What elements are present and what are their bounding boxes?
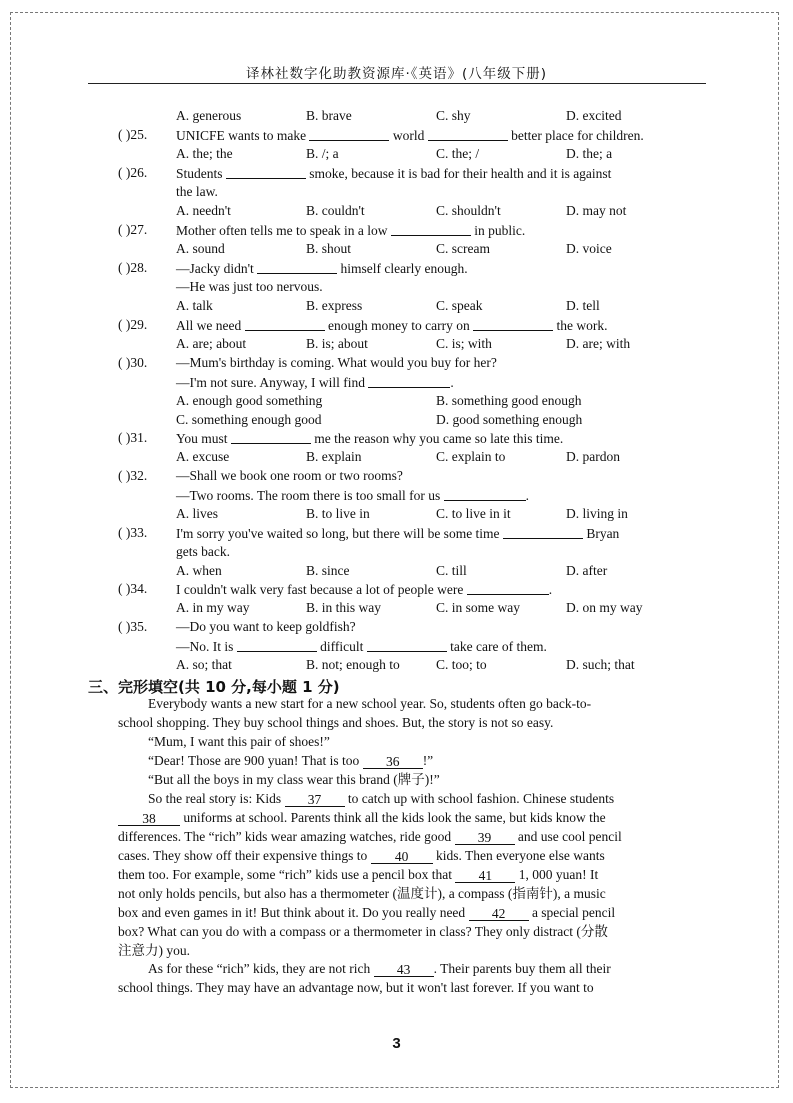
question-number: ( )31.	[118, 430, 148, 445]
page-header: 译林社数字化助教资源库·《英语》(八年级下册)	[245, 66, 548, 82]
text: himself clearly enough.	[340, 261, 468, 276]
option: B. explain	[306, 449, 362, 464]
answer-blank[interactable]	[467, 581, 549, 595]
text: !”	[422, 753, 434, 768]
option: A. needn't	[176, 203, 231, 218]
question-number: ( )27.	[118, 222, 148, 237]
option: D. on my way	[566, 600, 643, 615]
option: C. something enough good	[176, 412, 322, 427]
text: UNICFE wants to make	[176, 128, 307, 143]
option: D. may not	[566, 203, 627, 218]
question-text	[176, 581, 552, 598]
passage-line	[148, 790, 614, 808]
answer-blank[interactable]	[257, 260, 337, 274]
text: uniforms at school. Parents think all the kids look the same, but kids know the	[183, 810, 606, 825]
option: A. excuse	[176, 449, 230, 464]
text: the law.	[176, 184, 218, 199]
option: A. lives	[176, 506, 218, 521]
text: take care of them.	[450, 639, 547, 654]
option: D. excited	[566, 108, 622, 123]
passage-line: box? What can you do with a compass or a thermometer in class? They only distract (分散	[118, 924, 608, 939]
option: C. shy	[436, 108, 471, 123]
answer-blank[interactable]	[309, 127, 389, 141]
cloze-blank[interactable]: 37	[285, 793, 345, 807]
question-number: ( )35.	[118, 619, 148, 634]
text: the work.	[556, 318, 608, 333]
text: .	[525, 488, 530, 503]
text: kids. Then everyone else wants	[435, 848, 605, 863]
text: box and even games in it! But think about it. Do you really need	[118, 905, 466, 920]
text: to catch up with school fashion. Chinese students	[347, 791, 615, 806]
option: A. so; that	[176, 657, 232, 672]
answer-blank[interactable]	[237, 638, 317, 652]
text: —Do you want to keep goldfish?	[176, 619, 356, 634]
cloze-blank[interactable]: 38	[118, 812, 180, 826]
text: differences. The “rich” kids wear amazing watches, ride good	[118, 829, 452, 844]
text: and use cool pencil	[517, 829, 622, 844]
question-number: ( )26.	[118, 165, 148, 180]
option: C. explain to	[436, 449, 506, 464]
option: D. good something enough	[436, 412, 583, 427]
question-number: ( )25.	[118, 127, 148, 142]
section-heading: 三、完形填空(共 10 分,每小题 1 分)	[88, 678, 340, 696]
text: . Their parents buy them all their	[433, 961, 611, 976]
passage-line: Everybody wants a new start for a new school year. So, students often go back-to-	[148, 696, 592, 711]
question-number: ( )34.	[118, 581, 148, 596]
text: enough money to carry on	[327, 318, 470, 333]
passage-line: 注意力) you.	[118, 943, 190, 958]
option: B. couldn't	[306, 203, 365, 218]
text: “Dear! Those are 900 yuan! That is too	[148, 753, 360, 768]
text: them too. For example, some “rich” kids use a pencil box that	[118, 867, 453, 882]
option: A. when	[176, 563, 222, 578]
text: —Shall we book one room or two rooms?	[176, 468, 403, 483]
answer-blank[interactable]	[428, 127, 508, 141]
option: C. scream	[436, 241, 490, 256]
passage-line	[118, 809, 606, 827]
option: A. talk	[176, 298, 213, 313]
option: B. brave	[306, 108, 352, 123]
passage-line: school things. They may have an advantage now, but it won't last forever. If you want to	[118, 980, 594, 995]
question-text	[176, 430, 563, 447]
question-number: ( )32.	[118, 468, 148, 483]
passage-line	[118, 904, 615, 922]
text: world	[392, 128, 425, 143]
passage-line	[118, 866, 598, 884]
text: cases. They show off their expensive things to	[118, 848, 368, 863]
text: I couldn't walk very fast because a lot of people were	[176, 582, 464, 597]
cloze-blank[interactable]: 36	[363, 755, 423, 769]
passage-line	[148, 960, 611, 978]
header-rule	[88, 83, 706, 84]
text: Bryan	[586, 526, 620, 541]
passage-line: “Mum, I want this pair of shoes!”	[148, 734, 330, 749]
text: .	[548, 582, 553, 597]
cloze-blank[interactable]: 42	[469, 907, 529, 921]
option: D. living in	[566, 506, 628, 521]
text: I'm sorry you've waited so long, but there will be some time	[176, 526, 500, 541]
question-text	[176, 127, 644, 144]
answer-blank[interactable]	[503, 525, 583, 539]
option: B. not; enough to	[306, 657, 400, 672]
cloze-blank[interactable]: 43	[374, 963, 434, 977]
text: .	[450, 375, 454, 390]
option: C. in some way	[436, 600, 520, 615]
text: better place for children.	[511, 128, 644, 143]
text: —Two rooms. The room there is too small for us	[176, 488, 441, 503]
option: D. are; with	[566, 336, 631, 351]
text: As for these “rich” kids, they are not rich	[148, 961, 371, 976]
option: B. /; a	[306, 146, 339, 161]
answer-blank[interactable]	[245, 317, 325, 331]
answer-blank[interactable]	[444, 487, 526, 501]
option: B. to live in	[306, 506, 370, 521]
question-text	[176, 222, 525, 239]
text: —He was just too nervous.	[176, 279, 323, 294]
option: C. shouldn't	[436, 203, 501, 218]
answer-blank[interactable]	[367, 638, 447, 652]
question-text	[176, 374, 454, 391]
question-number: ( )30.	[118, 355, 148, 370]
cloze-blank[interactable]: 40	[371, 850, 433, 864]
question-text	[176, 487, 529, 504]
text: 1, 000 yuan! It	[518, 867, 599, 882]
passage-line	[148, 752, 433, 770]
question-text	[176, 165, 611, 182]
option: D. pardon	[566, 449, 620, 464]
text: —I'm not sure. Anyway, I will find	[176, 375, 366, 390]
answer-blank[interactable]	[391, 222, 471, 236]
passage-line: not only holds pencils, but also has a thermometer (温度计), a compass (指南针), a music	[118, 886, 606, 901]
page-number: 3	[392, 1035, 401, 1052]
text: So the real story is: Kids	[148, 791, 282, 806]
option: A. are; about	[176, 336, 247, 351]
option: C. to live in it	[436, 506, 511, 521]
option: A. in my way	[176, 600, 250, 615]
text: —Mum's birthday is coming. What would you buy for her?	[176, 355, 497, 370]
option: A. the; the	[176, 146, 233, 161]
option: D. voice	[566, 241, 612, 256]
answer-blank[interactable]	[473, 317, 553, 331]
option: B. in this way	[306, 600, 382, 615]
passage-line	[118, 828, 622, 846]
option: A. sound	[176, 241, 225, 256]
answer-blank[interactable]	[368, 374, 450, 388]
option: B. express	[306, 298, 363, 313]
question-number: ( )28.	[118, 260, 148, 275]
text: You must	[176, 431, 228, 446]
option: B. shout	[306, 241, 352, 256]
answer-blank[interactable]	[231, 430, 311, 444]
text: —Jacky didn't	[176, 261, 254, 276]
question-text	[176, 525, 619, 542]
text: smoke, because it is bad for their health and it is against	[309, 166, 612, 181]
passage-line: school shopping. They buy school things and shoes. But, the story is not so easy.	[118, 715, 554, 730]
cloze-blank[interactable]: 41	[455, 869, 515, 883]
text: All we need	[176, 318, 242, 333]
text: Mother often tells me to speak in a low	[176, 223, 388, 238]
option: B. something good enough	[436, 393, 582, 408]
question-text	[176, 260, 468, 277]
text: in public.	[474, 223, 526, 238]
passage-line	[118, 847, 605, 865]
option: A. generous	[176, 108, 242, 123]
text: difficult	[320, 639, 364, 654]
text: gets back.	[176, 544, 230, 559]
option: C. too; to	[436, 657, 487, 672]
option: D. after	[566, 563, 608, 578]
answer-blank[interactable]	[226, 165, 306, 179]
question-text	[176, 638, 547, 655]
cloze-blank[interactable]: 39	[455, 831, 515, 845]
option: B. is; about	[306, 336, 368, 351]
option: D. such; that	[566, 657, 635, 672]
text: me the reason why you came so late this time.	[314, 431, 564, 446]
option: B. since	[306, 563, 350, 578]
option: A. enough good something	[176, 393, 323, 408]
passage-line: “But all the boys in my class wear this brand (牌子)!”	[148, 772, 440, 787]
option: C. the; /	[436, 146, 480, 161]
text: Students	[176, 166, 223, 181]
question-number: ( )33.	[118, 525, 148, 540]
question-text	[176, 317, 607, 334]
text: a special pencil	[531, 905, 616, 920]
option: D. tell	[566, 298, 600, 313]
option: C. speak	[436, 298, 483, 313]
option: C. is; with	[436, 336, 492, 351]
option: D. the; a	[566, 146, 613, 161]
option: C. till	[436, 563, 467, 578]
question-number: ( )29.	[118, 317, 148, 332]
text: —No. It is	[176, 639, 234, 654]
